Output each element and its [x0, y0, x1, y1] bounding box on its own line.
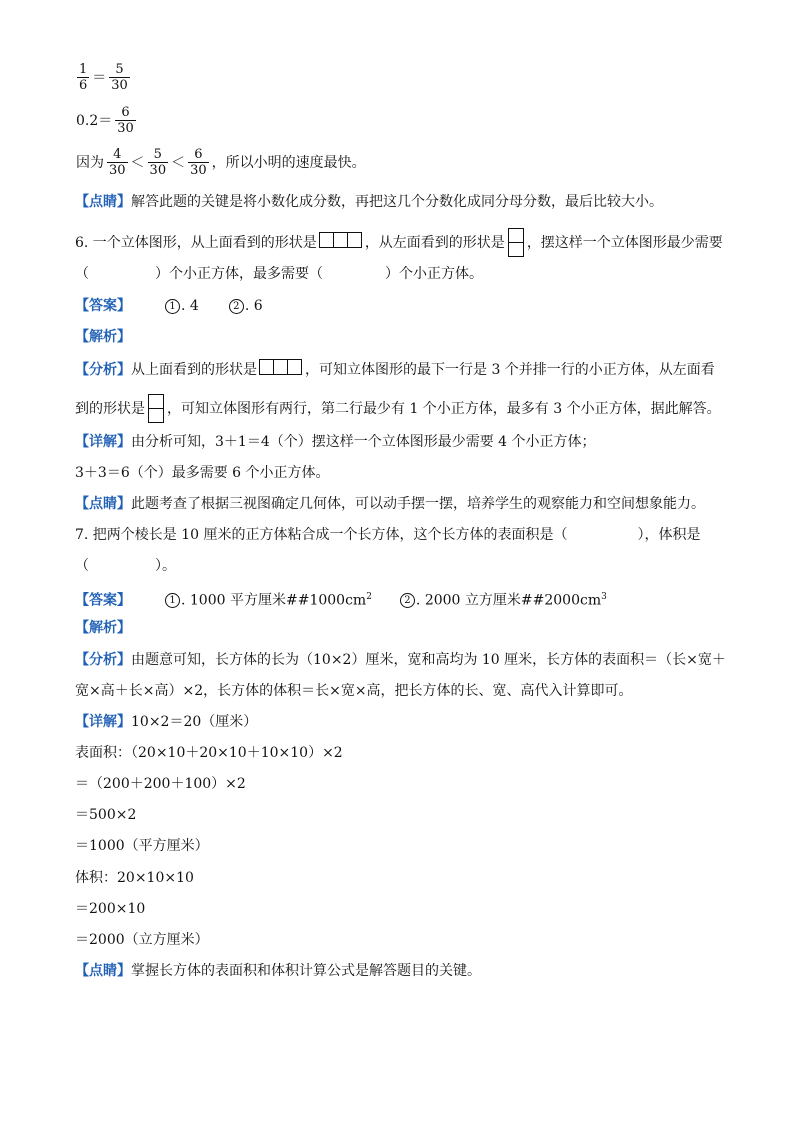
q7-step: 体积：20×10×10: [75, 870, 194, 886]
q7-comment: 【点睛】掌握长方体的表面积和体积计算公式是解答题目的关键。: [75, 963, 481, 979]
detail-tag: 【详解】: [75, 434, 131, 450]
q5-fraction-line-2: 0.2＝ $\frac{6}{30}$: [76, 105, 134, 136]
q7-explain-tag: 【解析】: [75, 620, 131, 636]
q6-detail-line-1: 【详解】由分析可知，3＋1＝4（个）摆这样一个立体图形最少需要 4 个小正方体；: [75, 434, 596, 450]
circled-number: 1: [165, 593, 180, 608]
fraction: $\frac{5}{30}$: [111, 62, 128, 93]
fraction: $\frac{6}{30}$: [117, 105, 134, 136]
q6-analysis-line-2: 到的形状是 ，可知立体图形有两行，第二行最少有 1 个小正方体，最多有 3 个小正方体，据此解答。: [75, 395, 721, 423]
q7-step: ＝（200＋200＋100）×2: [75, 776, 246, 792]
circled-number: 2: [400, 593, 415, 608]
q7-analysis-line-2: 宽×高＋长×高）×2，长方体的体积＝长×宽×高，把长方体的长、宽、高代入计算即可。: [75, 683, 633, 699]
fraction: $\frac{6}{30}$: [190, 147, 207, 178]
analysis-tag: 【分析】: [75, 362, 131, 378]
q7-step: ＝1000（平方厘米）: [75, 838, 209, 854]
comment-tag: 【点睛】: [75, 963, 131, 979]
left-view-two-squares-icon: [508, 229, 524, 257]
detail-tag: 【详解】: [75, 714, 131, 730]
analysis-tag: 【分析】: [75, 652, 131, 668]
q7-analysis-line-1: 【分析】由题意可知，长方体的长为（10×2）厘米，宽和高均为 10 厘米，长方体的表面积＝（长×宽＋: [75, 652, 726, 668]
top-view-three-squares-icon: [260, 359, 302, 381]
q6-answer: 【答案】 1 . 4 2 . 6: [75, 298, 263, 314]
q6-stem-line-2: （ ）个小正方体，最多需要（ ）个小正方体。: [75, 266, 483, 282]
q7-step: ＝2000（立方厘米）: [75, 932, 209, 948]
left-view-two-squares-icon: [148, 395, 164, 423]
comment-tag: 【点睛】: [75, 496, 131, 512]
top-view-three-squares-icon: [320, 232, 362, 254]
comment-tag: 【点睛】: [75, 194, 131, 210]
q7-detail-line: 【详解】10×2＝20（厘米）: [75, 714, 258, 730]
q7-answer: 【答案】 1 . 1000 平方厘米$\#\#1000cm^2$ 2 . 2000 立方厘米$\#\#2000cm^3$: [75, 592, 607, 609]
circled-number: 2: [229, 299, 244, 314]
q7-stem-line-2: （ ）。: [75, 558, 176, 574]
q5-fraction-line-1: $\frac{1}{6}$ ＝ $\frac{5}{30}$: [79, 62, 128, 93]
q6-detail-line-2: 3＋3＝6（个）最多需要 6 个小正方体。: [75, 465, 330, 481]
q7-step: ＝500×2: [75, 807, 137, 823]
answer-tag: 【答案】: [75, 298, 131, 314]
circled-number: 1: [165, 299, 180, 314]
answer-tag: 【答案】: [75, 592, 131, 609]
fraction: $\frac{1}{6}$: [79, 62, 88, 93]
q5-compare-line: 因为 $\frac{4}{30}$ ＜ $\frac{5}{30}$ ＜ $\frac{6}{30}$ ，所以小明的速度最快。: [76, 147, 366, 178]
fraction: $\frac{4}{30}$: [109, 147, 126, 178]
q7-step: ＝200×10: [75, 901, 146, 917]
q6-comment: 【点睛】此题考查了根据三视图确定几何体，可以动手摆一摆，培养学生的观察能力和空间想象能力。: [75, 496, 705, 512]
q7-stem-line-1: 7. 把两个棱长是 10 厘米的正方体粘合成一个长方体，这个长方体的表面积是（ ），体积是: [75, 527, 701, 543]
q6-stem-line-1: 6. 一个立体图形，从上面看到的形状是 ，从左面看到的形状是 ，摆这样一个立体图形最少需要: [75, 229, 723, 257]
q6-explain-tag: 【解析】: [75, 329, 131, 345]
fraction: $\frac{5}{30}$: [149, 147, 167, 178]
q7-step: 表面积：（20×10＋20×10＋10×10）×2: [75, 745, 343, 761]
q5-comment: 【点睛】解答此题的关键是将小数化成分数，再把这几个分数化成同分母分数，最后比较大小。: [75, 194, 663, 210]
q6-analysis-line-1: 【分析】从上面看到的形状是 ，可知立体图形的最下一行是 3 个并排一行的小正方体，从左面看: [75, 359, 715, 381]
